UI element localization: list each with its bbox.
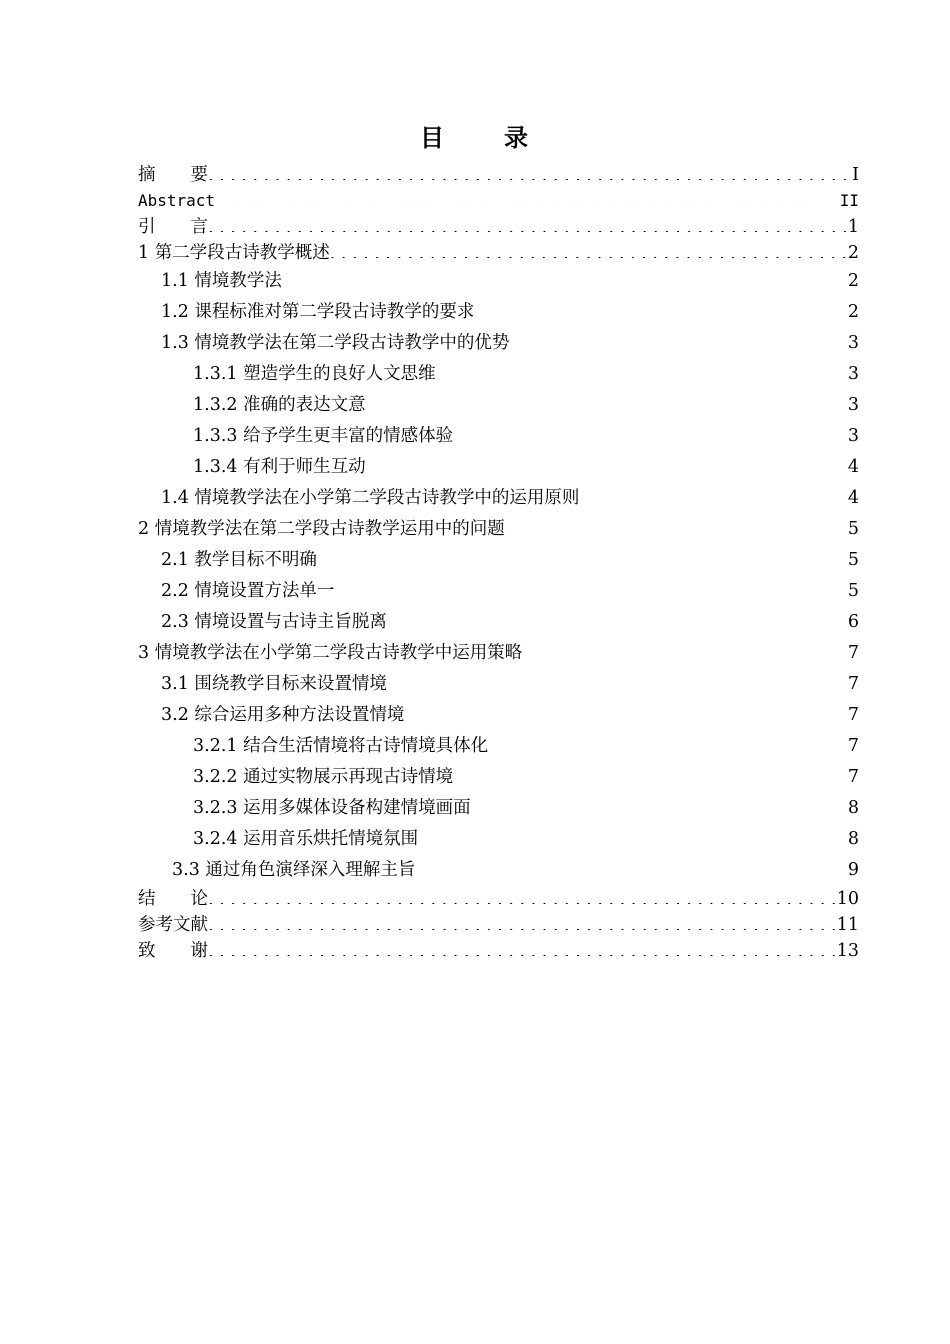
toc-entry-page: 10 <box>836 889 859 909</box>
toc-entry-page: 11 <box>836 915 859 935</box>
dot-leader <box>208 887 835 905</box>
dot-leader <box>208 163 850 181</box>
toc-entry-label: 3.2.1 结合生活情境将古诗情境具体化 <box>193 736 489 756</box>
toc-title-part2: 录 <box>504 124 530 152</box>
toc-entry-label: 1.3.3 给予学生更丰富的情感体验 <box>193 426 454 446</box>
dot-leader <box>474 300 845 318</box>
toc-entry-3-2-2[interactable] <box>138 762 859 793</box>
toc-entry-1-3[interactable] <box>138 328 859 359</box>
toc-entry-label: 2 情境教学法在第二学段古诗教学运用中的问题 <box>138 519 505 539</box>
dot-leader <box>505 517 846 535</box>
dot-leader <box>418 827 846 845</box>
toc-entry-page: 8 <box>847 798 859 818</box>
toc-entry-acknowledgements[interactable] <box>138 938 859 964</box>
toc-entry-page: 5 <box>847 581 859 601</box>
toc-entry-page: 6 <box>847 612 859 632</box>
toc-entry-label: 引 言 <box>138 217 208 237</box>
toc-entry-label: 1.1 情境教学法 <box>161 271 282 291</box>
toc-entry-page: II <box>839 191 859 210</box>
toc-entry-label: 3.3 通过角色演绎深入理解主旨 <box>172 860 416 880</box>
toc-entry-label: 参考文献 <box>138 915 208 935</box>
toc-entry-label: 3.2 综合运用多种方法设置情境 <box>161 705 405 725</box>
toc-entry-page: 9 <box>847 860 859 880</box>
toc-entry-page: 5 <box>847 550 859 570</box>
toc-entry-label: 1.3.1 塑造学生的良好人文思维 <box>193 364 436 384</box>
toc-entry-label: 3 情境教学法在小学第二学段古诗教学中运用策略 <box>138 643 523 663</box>
toc-entry-page: 7 <box>847 736 859 756</box>
toc-entry-page: 2 <box>847 302 859 322</box>
dot-leader <box>208 215 846 233</box>
toc-entry-3-2[interactable] <box>138 700 859 731</box>
toc-entry-label: 摘 要 <box>138 165 208 185</box>
dot-leader <box>208 913 835 931</box>
toc-entry-conclusion[interactable] <box>138 886 859 912</box>
dot-leader <box>208 939 835 957</box>
toc-entry-page: 3 <box>847 333 859 353</box>
toc-entry-label: 1.4 情境教学法在小学第二学段古诗教学中的运用原则 <box>161 488 580 508</box>
toc-entry-page: 7 <box>847 643 859 663</box>
toc-entry-page: 2 <box>847 271 859 291</box>
dot-leader <box>488 734 846 752</box>
dot-leader <box>387 610 846 628</box>
toc-entry-page: 4 <box>847 457 859 477</box>
toc-entry-page: 7 <box>847 674 859 694</box>
toc-entry-3-1[interactable] <box>138 669 859 700</box>
dot-leader <box>366 393 846 411</box>
dot-leader <box>453 765 846 783</box>
toc-entry-chapter-2[interactable] <box>138 514 859 545</box>
toc-entry-3-2-3[interactable] <box>138 793 859 824</box>
toc-entry-label: 1.3.2 准确的表达文意 <box>193 395 366 415</box>
toc-entry-label: 1.3.4 有利于师生互动 <box>193 457 366 477</box>
dot-leader <box>334 579 845 597</box>
toc-entry-label: 3.2.3 运用多媒体设备构建情境画面 <box>193 798 471 818</box>
toc-entry-3-3[interactable] <box>138 855 859 886</box>
dot-leader <box>509 331 845 349</box>
toc-entry-label: 致 谢 <box>138 941 208 961</box>
toc-entry-label: 结 论 <box>138 889 208 909</box>
toc-entry-abstract-cn[interactable] <box>138 162 859 188</box>
toc-entry-introduction[interactable] <box>138 214 859 240</box>
dot-leader <box>317 548 846 566</box>
toc-entry-label: 2.3 情境设置与古诗主旨脱离 <box>161 612 387 632</box>
toc-entry-1-3-3[interactable] <box>138 421 859 452</box>
toc-entry-page: 8 <box>847 829 859 849</box>
toc-entry-page: 7 <box>847 767 859 787</box>
toc-title <box>0 118 950 153</box>
toc-entry-1-3-4[interactable] <box>138 452 859 483</box>
table-of-contents <box>138 162 859 964</box>
toc-entry-page: 3 <box>847 426 859 446</box>
toc-entry-label: 1.2 课程标准对第二学段古诗教学的要求 <box>161 302 475 322</box>
toc-entry-label: 3.1 围绕教学目标来设置情境 <box>161 674 387 694</box>
toc-entry-1-2[interactable] <box>138 297 859 328</box>
toc-entry-page: 7 <box>847 705 859 725</box>
dot-leader <box>522 641 846 659</box>
toc-entry-label: 2.2 情境设置方法单一 <box>161 581 335 601</box>
toc-entry-page: 5 <box>847 519 859 539</box>
toc-entry-2-1[interactable] <box>138 545 859 576</box>
dot-leader <box>404 703 845 721</box>
dot-leader <box>471 796 846 814</box>
toc-entry-1-4[interactable] <box>138 483 859 514</box>
toc-entry-label: 2.1 教学目标不明确 <box>161 550 317 570</box>
toc-entry-page: 4 <box>847 488 859 508</box>
dot-leader <box>436 362 846 380</box>
toc-entry-page: I <box>852 165 859 185</box>
toc-entry-page: 3 <box>847 395 859 415</box>
toc-entry-label: 3.2.4 运用音乐烘托情境氛围 <box>193 829 419 849</box>
toc-entry-abstract-en[interactable] <box>138 188 859 214</box>
toc-entry-page: 2 <box>847 243 859 263</box>
toc-entry-label: 1.3 情境教学法在第二学段古诗教学中的优势 <box>161 333 510 353</box>
toc-entry-1-3-2[interactable] <box>138 390 859 421</box>
dot-leader <box>366 455 846 473</box>
toc-entry-2-3[interactable] <box>138 607 859 638</box>
toc-entry-3-2-4[interactable] <box>138 824 859 855</box>
toc-entry-references[interactable] <box>138 912 859 938</box>
toc-entry-page: 3 <box>847 364 859 384</box>
toc-entry-page: 13 <box>836 941 859 961</box>
dot-leader <box>387 672 846 690</box>
toc-entry-2-2[interactable] <box>138 576 859 607</box>
dot-leader <box>215 190 838 206</box>
dot-leader <box>330 241 846 259</box>
toc-entry-chapter-3[interactable] <box>138 638 859 669</box>
dot-leader <box>453 424 846 442</box>
toc-title-part1: 目 <box>420 124 446 152</box>
toc-entry-label: 3.2.2 通过实物展示再现古诗情境 <box>193 767 454 787</box>
toc-entry-label: 1 第二学段古诗教学概述 <box>138 243 330 263</box>
toc-entry-chapter-1[interactable] <box>138 240 859 266</box>
dot-leader <box>415 858 845 876</box>
dot-leader <box>282 269 846 287</box>
toc-entry-page: 1 <box>847 217 859 237</box>
dot-leader <box>579 486 845 504</box>
toc-entry-label: Abstract <box>138 191 216 210</box>
toc-entry-1-3-1[interactable] <box>138 359 859 390</box>
toc-entry-1-1[interactable] <box>138 266 859 297</box>
toc-entry-3-2-1[interactable] <box>138 731 859 762</box>
